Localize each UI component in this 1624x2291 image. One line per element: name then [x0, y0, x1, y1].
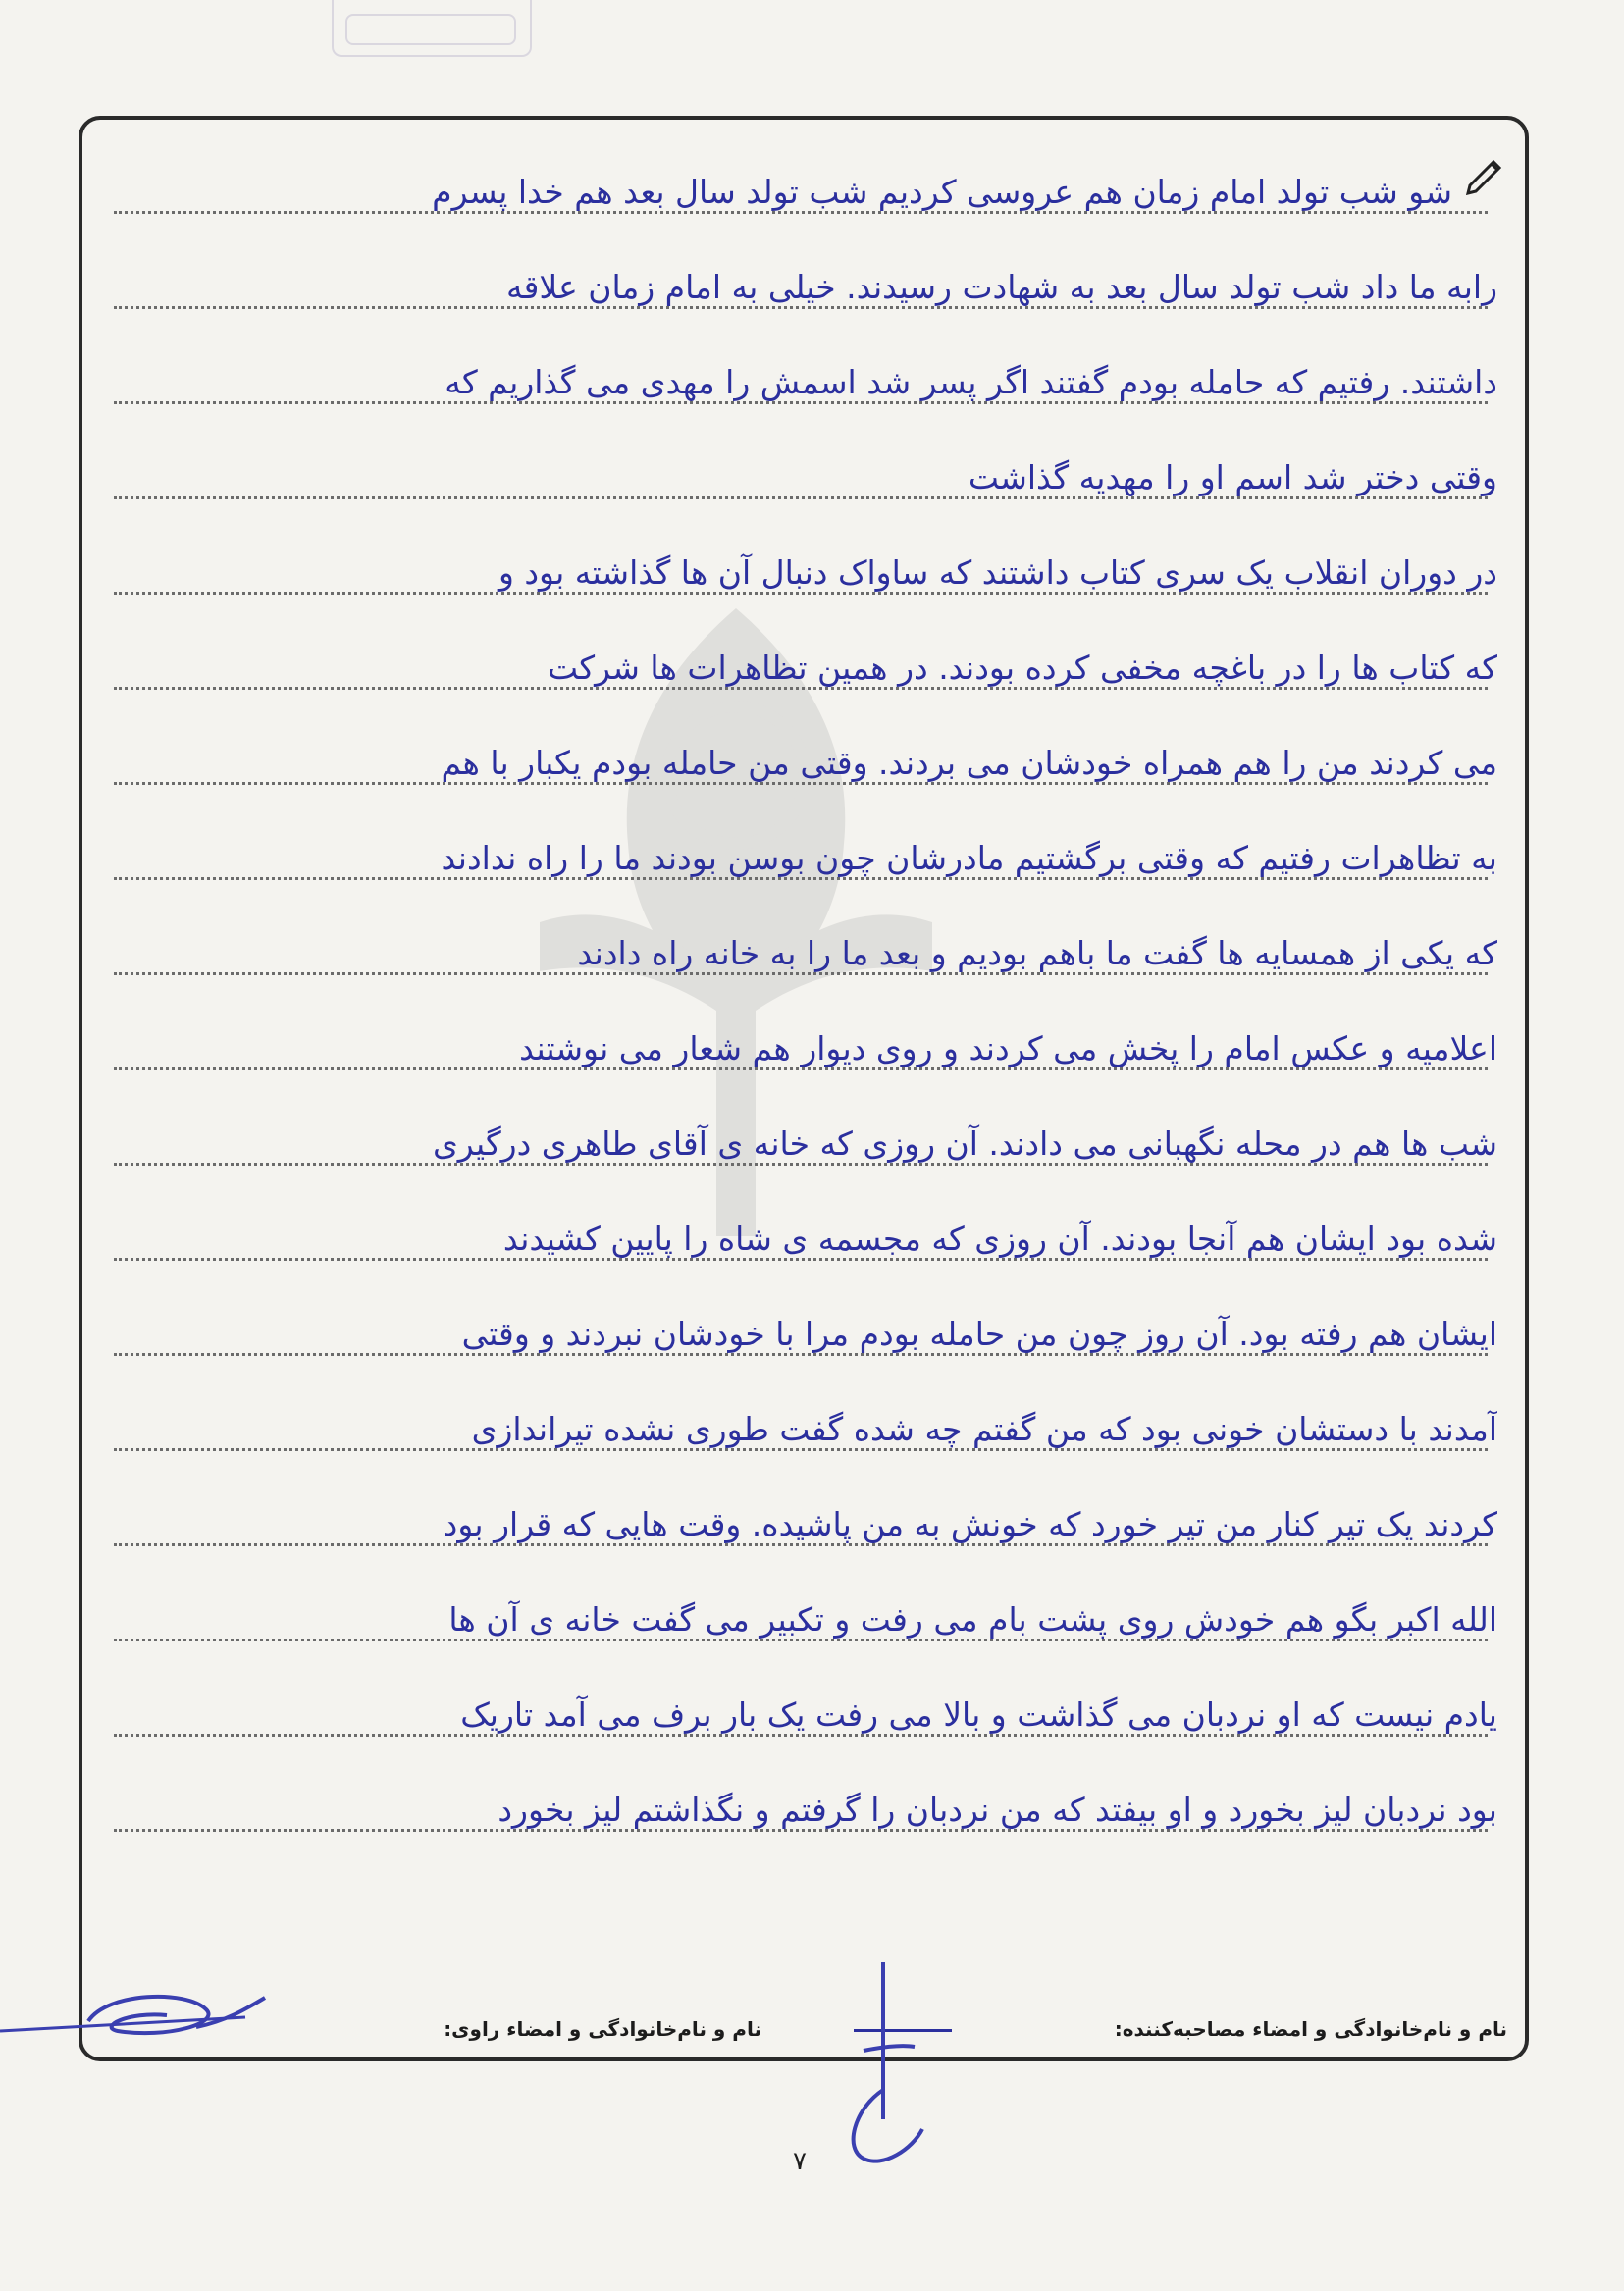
text-line: [94, 237, 1507, 333]
text-line: [94, 713, 1507, 808]
text-line: [94, 1760, 1507, 1855]
line-text: وقتی دختر شد اسم او را مهدیه گذاشت: [968, 458, 1497, 496]
line-text: شو شب تولد امام زمان هم عروسی کردیم شب تولد سال بعد هم خدا پسرم: [432, 173, 1452, 211]
text-line: [94, 904, 1507, 999]
text-line: [94, 428, 1507, 523]
text-line: [94, 999, 1507, 1094]
line-text: کردند یک تیر کنار من تیر خورد که خونش به من پاشیده. وقت هایی که قرار بود: [443, 1505, 1497, 1543]
line-text: به تظاهرات رفتیم که وقتی برگشتیم مادرشان چون بوسن بودند ما را راه ندادند: [441, 839, 1497, 877]
line-text: شده بود ایشان هم آنجا بودند. آن روزی که مجسمه ی شاه را پایین کشیدند: [502, 1220, 1497, 1258]
line-text: بود نردبان لیز بخورد و او بیفتد که من نردبان را گرفتم و نگذاشتم لیز بخورد: [498, 1791, 1497, 1829]
interviewer-signature-label: نام و نام‌خانوادگی و امضاء مصاحبه‌کننده:: [1114, 2017, 1507, 2041]
line-text: اعلامیه و عکس امام را پخش می کردند و روی دیوار هم شعار می نوشتند: [519, 1029, 1497, 1067]
narrator-signature-label: نام و نام‌خانوادگی و امضاء راوی:: [444, 2017, 761, 2041]
line-text: در دوران انقلاب یک سری کتاب داشتند که ساواک دنبال آن ها گذاشته بود و: [498, 553, 1497, 592]
line-text: رابه ما داد شب تولد سال بعد به شهادت رسیدند. خیلی به امام زمان علاقه: [505, 268, 1497, 306]
text-line: [94, 142, 1507, 237]
text-line: [94, 1094, 1507, 1189]
text-line: [94, 1380, 1507, 1475]
archive-stamp: [332, 0, 532, 57]
line-text: که کتاب ها را در باغچه مخفی کرده بودند. در همین تظاهرات ها شرکت: [547, 649, 1497, 687]
text-line: [94, 808, 1507, 904]
text-line: [94, 1284, 1507, 1380]
line-text: ایشان هم رفته بود. آن روز چون من حامله بودم مرا با خودشان نبردند و وقتی: [461, 1315, 1497, 1353]
text-line: [94, 1665, 1507, 1760]
line-text: می کردند من را هم همراه خودشان می بردند. وقتی من حامله بودم یکبار با هم: [441, 744, 1497, 782]
line-text: آمدند با دستشان خونی بود که من گفتم چه شده گفت طوری نشده تیراندازی: [471, 1410, 1497, 1448]
text-line: [94, 333, 1507, 428]
text-line: [94, 1189, 1507, 1284]
line-text: شب ها هم در محله نگهبانی می دادند. آن روزی که خانه ی آقای طاهری درگیری: [432, 1124, 1497, 1163]
line-text: داشتند. رفتیم که حامله بودم گفتند اگر پسر شد اسمش را مهدی می گذاریم که: [445, 363, 1497, 401]
narrator-signature: [0, 1962, 324, 2070]
handwritten-body: [94, 142, 1507, 1855]
line-text: که یکی از همسایه ها گفت ما باهم بودیم و بعد ما را به خانه راه دادند: [577, 934, 1497, 972]
line-text: یادم نیست که او نردبان می گذاشت و بالا می رفت یک بار برف می آمد تاریک: [460, 1695, 1497, 1734]
page-number: ۷: [793, 2147, 807, 2176]
initial-mark: [824, 1962, 932, 2168]
text-line: [94, 1475, 1507, 1570]
text-line: [94, 1570, 1507, 1665]
text-line: [94, 618, 1507, 713]
text-line: [94, 523, 1507, 618]
line-text: الله اکبر بگو هم خودش روی پشت بام می رفت و تکبیر می گفت خانه ی آن ها: [448, 1600, 1497, 1639]
